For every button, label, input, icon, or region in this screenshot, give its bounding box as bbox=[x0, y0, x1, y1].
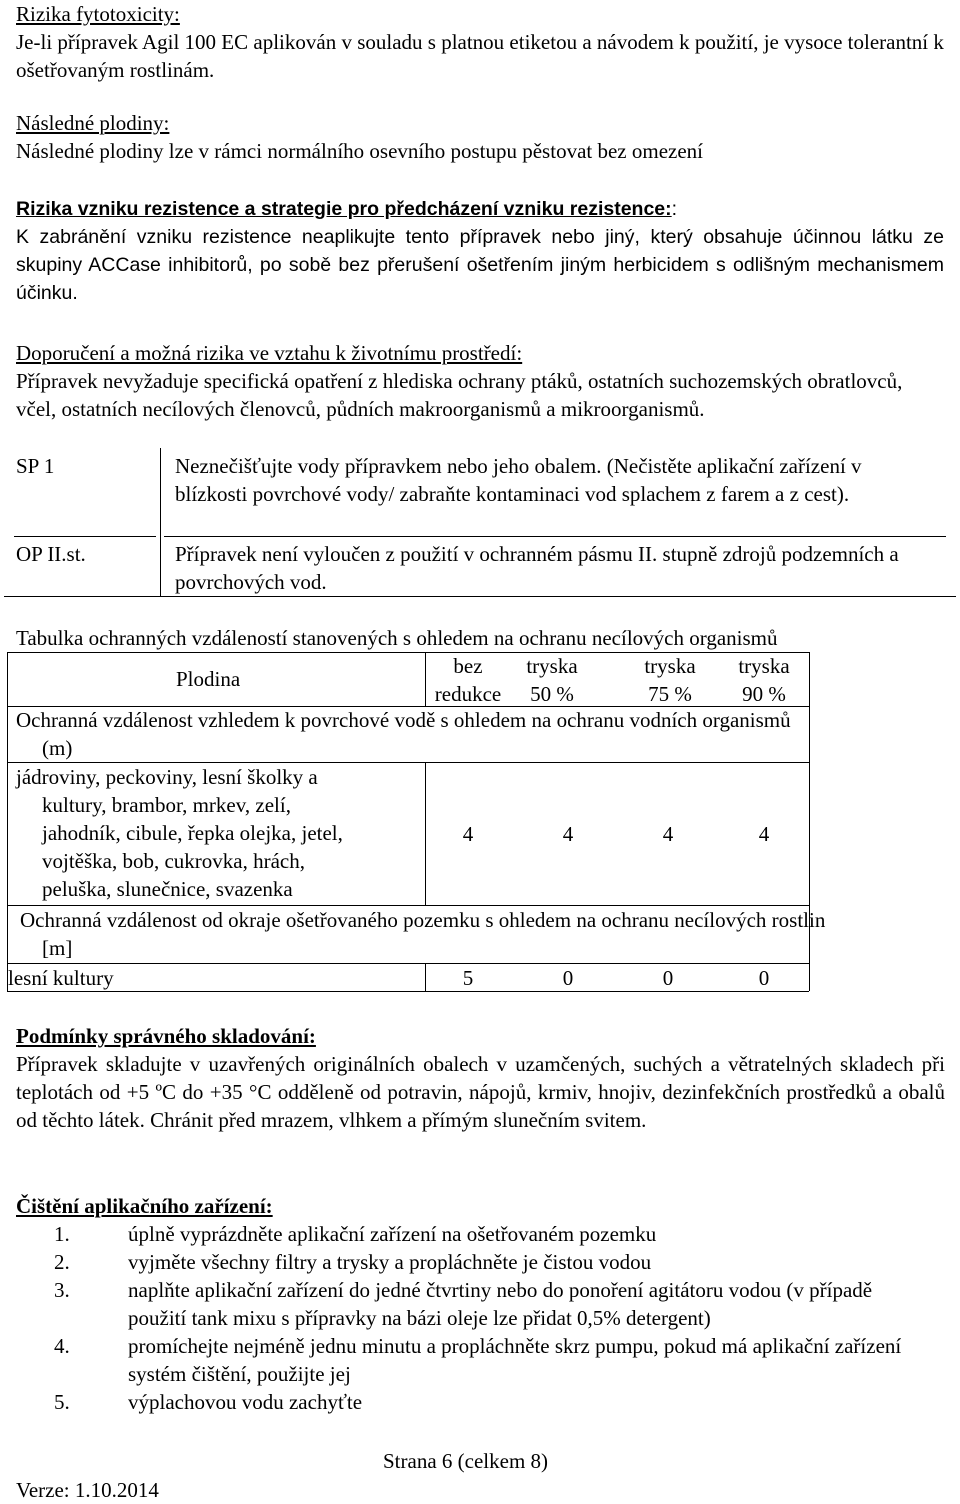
table-row-1-value-4: 4 bbox=[758, 822, 770, 846]
table-row-2-value-2: 0 bbox=[562, 966, 574, 990]
page-number: Strana 6 (celkem 8) bbox=[383, 1449, 549, 1473]
storage-text: Přípravek skladujte v uzavřených originálních obalech v uzamčených, suchých a větratelných skladech při teplotách od +5 ºC do +35 °C odděleně od potravin, nápojů, krmiv, hnojiv, dezinfekčních prostředků a obalů od těchto látek. Chránit před mrazem, vlhkem a přímým slunečním svitem. bbox=[16, 1052, 945, 1132]
cleaning-steps-list bbox=[16, 1220, 926, 1416]
table-row-2-value-3: 0 bbox=[662, 966, 674, 990]
phrases-divider-left bbox=[14, 536, 156, 537]
table-header-col-2: tryska 50 % bbox=[526, 654, 578, 706]
list-item: 4. promíchejte nejméně jednu minutu a propláchněte skrz pumpu, pokud má aplikační zařízení systém čištění, použijte jej bbox=[54, 1334, 902, 1386]
section-cleaning bbox=[16, 1192, 926, 1416]
table-header-col-1: bez redukce bbox=[434, 654, 502, 706]
list-item: 1. úplně vyprázdněte aplikační zařízení na ošetřovaném pozemku bbox=[54, 1222, 657, 1246]
phrase-text-op: Přípravek není vyloučen z použití v ochranném pásmu II. stupně zdrojů podzemních a povrchových vod. bbox=[175, 542, 899, 594]
environment-text: Přípravek nevyžaduje specifická opatření z hlediska ochrany ptáků, ostatních suchozemských obratlovců, včel, ostatních necílových členovců, půdních makroorganismů a mikroorganismů. bbox=[16, 369, 903, 421]
phrase-text-sp1: Neznečišťujte vody přípravkem nebo jeho obalem. (Nečistěte aplikační zařízení v blízkosti povrchové vody/ zabraňte kontaminaci vod splachem z farem a z cest). bbox=[175, 454, 862, 506]
table-section-plants: Ochranná vzdálenost od okraje ošetřovaného pozemku s ohledem na ochranu necílových rostlin [m] bbox=[20, 908, 826, 960]
table-header-col-4: tryska 90 % bbox=[738, 654, 790, 706]
section-environment bbox=[16, 339, 946, 423]
resistance-heading-suffix: : bbox=[671, 198, 678, 220]
following-crops-heading: Následné plodiny: bbox=[16, 111, 170, 135]
phytotoxicity-text: Je-li přípravek Agil 100 EC aplikován v souladu s platnou etiketou a návodem k použití, je vysoce tolerantní k ošetřovaným rostlinám. bbox=[16, 30, 944, 82]
version-label: Verze: 1.10.2014 bbox=[16, 1478, 159, 1502]
table-row-1-value-1: 4 bbox=[462, 822, 474, 846]
table-row-2-crop: lesní kultury bbox=[8, 966, 114, 990]
section-resistance bbox=[16, 195, 944, 307]
table-row-1-value-2: 4 bbox=[562, 822, 574, 846]
table-row-1-value-3: 4 bbox=[662, 822, 674, 846]
table-row-2-value-4: 0 bbox=[758, 966, 770, 990]
phrases-divider-right bbox=[164, 536, 946, 537]
storage-heading: Podmínky správného skladování: bbox=[16, 1024, 316, 1048]
list-item: 5. výplachovou vodu zachyťte bbox=[54, 1390, 363, 1414]
phytotoxicity-heading: Rizika fytotoxicity: bbox=[16, 2, 180, 26]
table-header-crop: Plodina bbox=[176, 667, 241, 691]
section-following-crops bbox=[16, 109, 946, 165]
resistance-text: K zabránění vzniku rezistence neaplikujte tento přípravek nebo jiný, který obsahuje účinnou látku ze skupiny ACCase inhibitorů, po sobě bez přerušení ošetřením jiným herbicidem s odlišným mechanismem účinku. bbox=[16, 226, 944, 304]
list-item: 2. vyjměte všechny filtry a trysky a propláchněte je čistou vodou bbox=[54, 1250, 652, 1274]
table-row-2-value-1: 5 bbox=[462, 966, 474, 990]
cleaning-heading: Čištění aplikačního zařízení: bbox=[16, 1194, 273, 1218]
resistance-heading: Rizika vzniku rezistence a strategie pro předcházení vzniku rezistence: bbox=[16, 198, 672, 220]
distance-table-caption: Tabulka ochranných vzdáleností stanovených s ohledem na ochranu necílových organismů bbox=[16, 626, 778, 650]
environment-heading: Doporučení a možná rizika ve vztahu k životnímu prostředí: bbox=[16, 341, 523, 365]
table-header-col-3: tryska 75 % bbox=[644, 654, 696, 706]
list-item: 3. naplňte aplikační zařízení do jedné čtvrtiny nebo do ponoření agitátoru vodou (v případě použití tank mixu s přípravky na bázi oleje lze přidat 0,5% detergent) bbox=[54, 1278, 873, 1330]
section-storage bbox=[16, 1022, 945, 1134]
table-row-1-crop: jádroviny, peckoviny, lesní školky a kultury, brambor, mrkev, zelí, jahodník, cibule, řepka olejka, jetel, vojtěška, bob, cukrovka, hrách, peluška, slunečnice, svazenka bbox=[16, 765, 343, 901]
following-crops-text: Následné plodiny lze v rámci normálního osevního postupu pěstovat bez omezení bbox=[16, 139, 703, 163]
phrases-divider-vertical bbox=[160, 448, 161, 596]
phrases-bottom-rule bbox=[4, 596, 956, 597]
section-phytotoxicity bbox=[16, 0, 946, 84]
table-section-water: Ochranná vzdálenost vzhledem k povrchové vodě s ohledem na ochranu vodních organismů (m) bbox=[16, 708, 791, 760]
phrase-code-op: OP II.st. bbox=[16, 542, 86, 566]
phrase-code-sp1: SP 1 bbox=[16, 454, 55, 478]
